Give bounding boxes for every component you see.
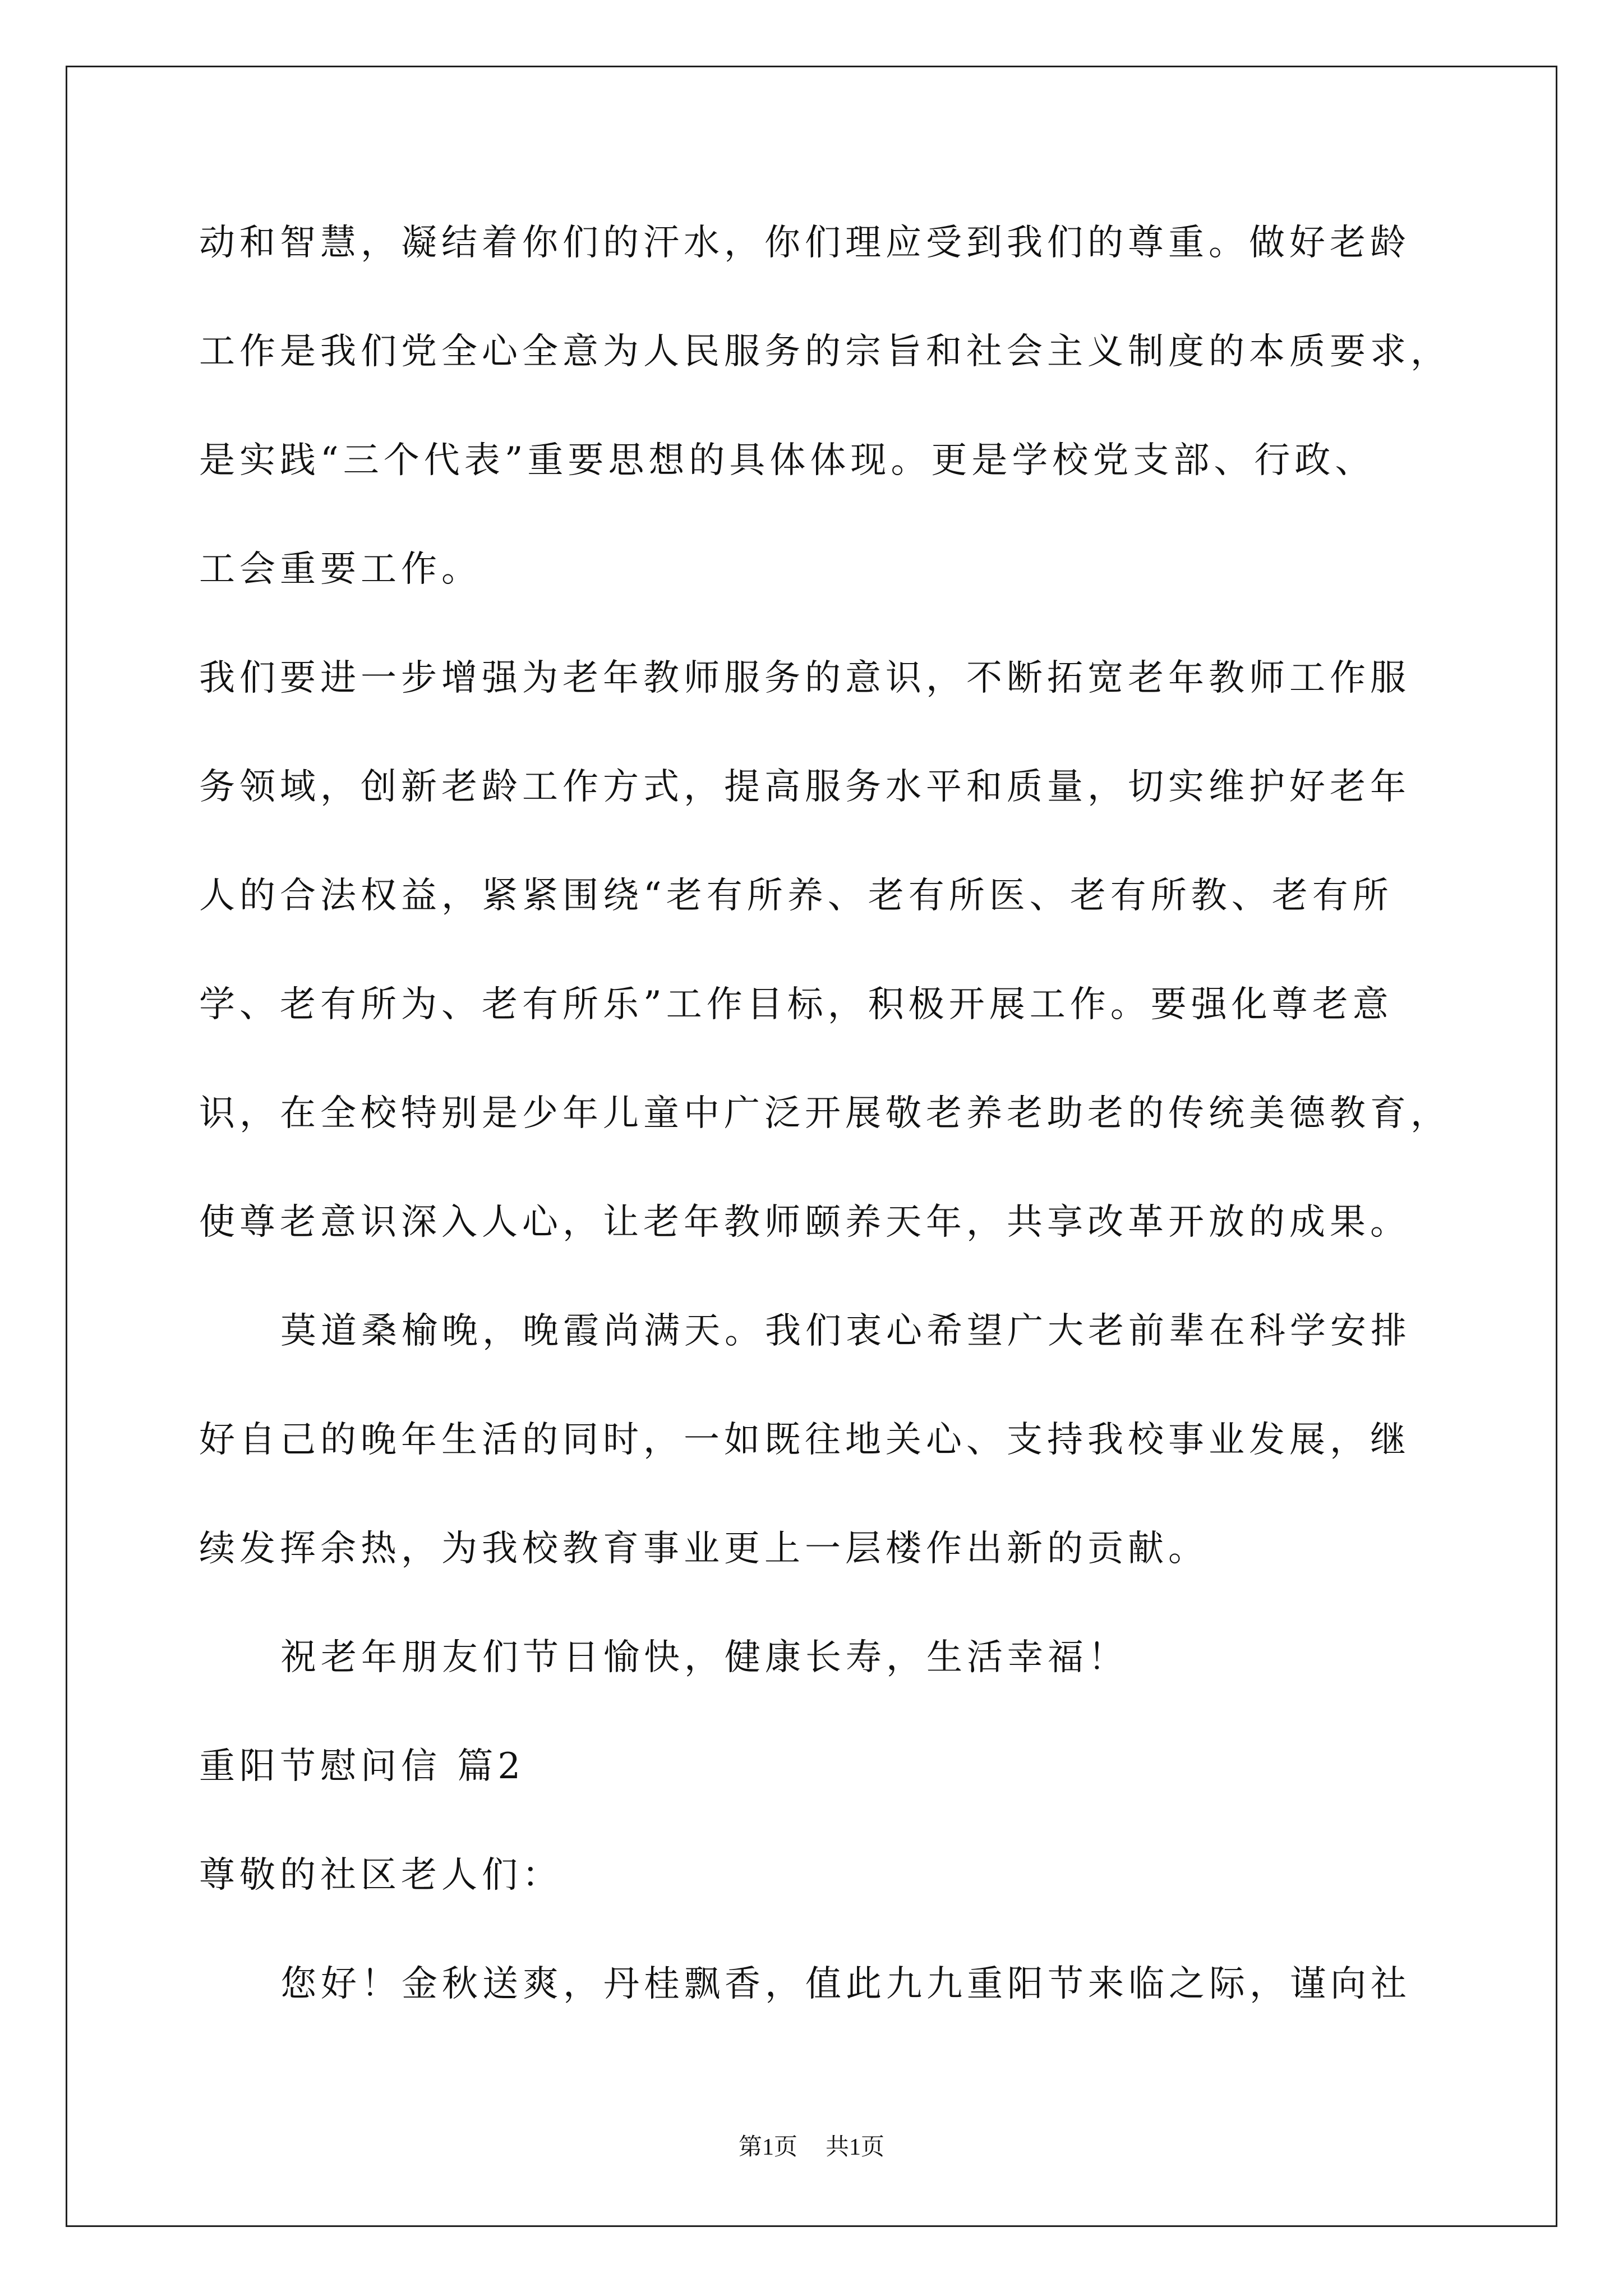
paragraph-line: 莫道桑榆晚，晚霞尚满天。我们衷心希望广大老前辈在科学安排: [280, 1310, 1411, 1352]
paragraph-line: 续发挥余热，为我校教育事业更上一层楼作出新的贡献。: [199, 1528, 1209, 1570]
paragraph-line: 工作是我们党全心全意为人民服务的宗旨和社会主义制度的本质要求，: [199, 331, 1451, 372]
section-heading: 重阳节慰问信 篇2: [199, 1746, 525, 1787]
paragraph-line: 动和智慧，凝结着你们的汗水，你们理应受到我们的尊重。做好老龄: [199, 222, 1410, 264]
paragraph-line: 务领域，创新老龄工作方式，提高服务水平和质量，切实维护好老年: [199, 766, 1410, 808]
paragraph-line: 人的合法权益，紧紧围绕“老有所养、老有所医、老有所教、老有所: [199, 875, 1393, 917]
paragraph-line: 我们要进一步增强为老年教师服务的意识，不断拓宽老年教师工作服: [199, 657, 1410, 699]
paragraph-line: 学、老有所为、老有所乐”工作目标，积极开展工作。要强化尊老意: [199, 984, 1393, 1025]
page-border: [66, 66, 1557, 2227]
salutation: 尊敬的社区老人们：: [199, 1855, 562, 1896]
paragraph-line: 您好！金秋送爽，丹桂飘香，值此九九重阳节来临之际，谨向社: [280, 1963, 1411, 2005]
page-footer: [0, 2133, 1623, 2161]
paragraph-line: 祝老年朋友们节日愉快，健康长寿，生活幸福！: [280, 1637, 1128, 1678]
page-total: 共1页: [826, 2134, 885, 2160]
paragraph-line: 好自己的晚年生活的同时，一如既往地关心、支持我校事业发展，继: [199, 1419, 1410, 1461]
page-number: 第1页: [738, 2134, 797, 2160]
paragraph-line: 工会重要工作。: [199, 549, 482, 590]
paragraph-line: 识，在全校特别是少年儿童中广泛开展敬老养老助老的传统美德教育，: [199, 1093, 1451, 1134]
paragraph-line: 是实践“三个代表”重要思想的具体体现。更是学校党支部、行政、: [199, 440, 1376, 481]
paragraph-line: 使尊老意识深入人心，让老年教师颐养天年，共享改革开放的成果。: [199, 1202, 1410, 1243]
